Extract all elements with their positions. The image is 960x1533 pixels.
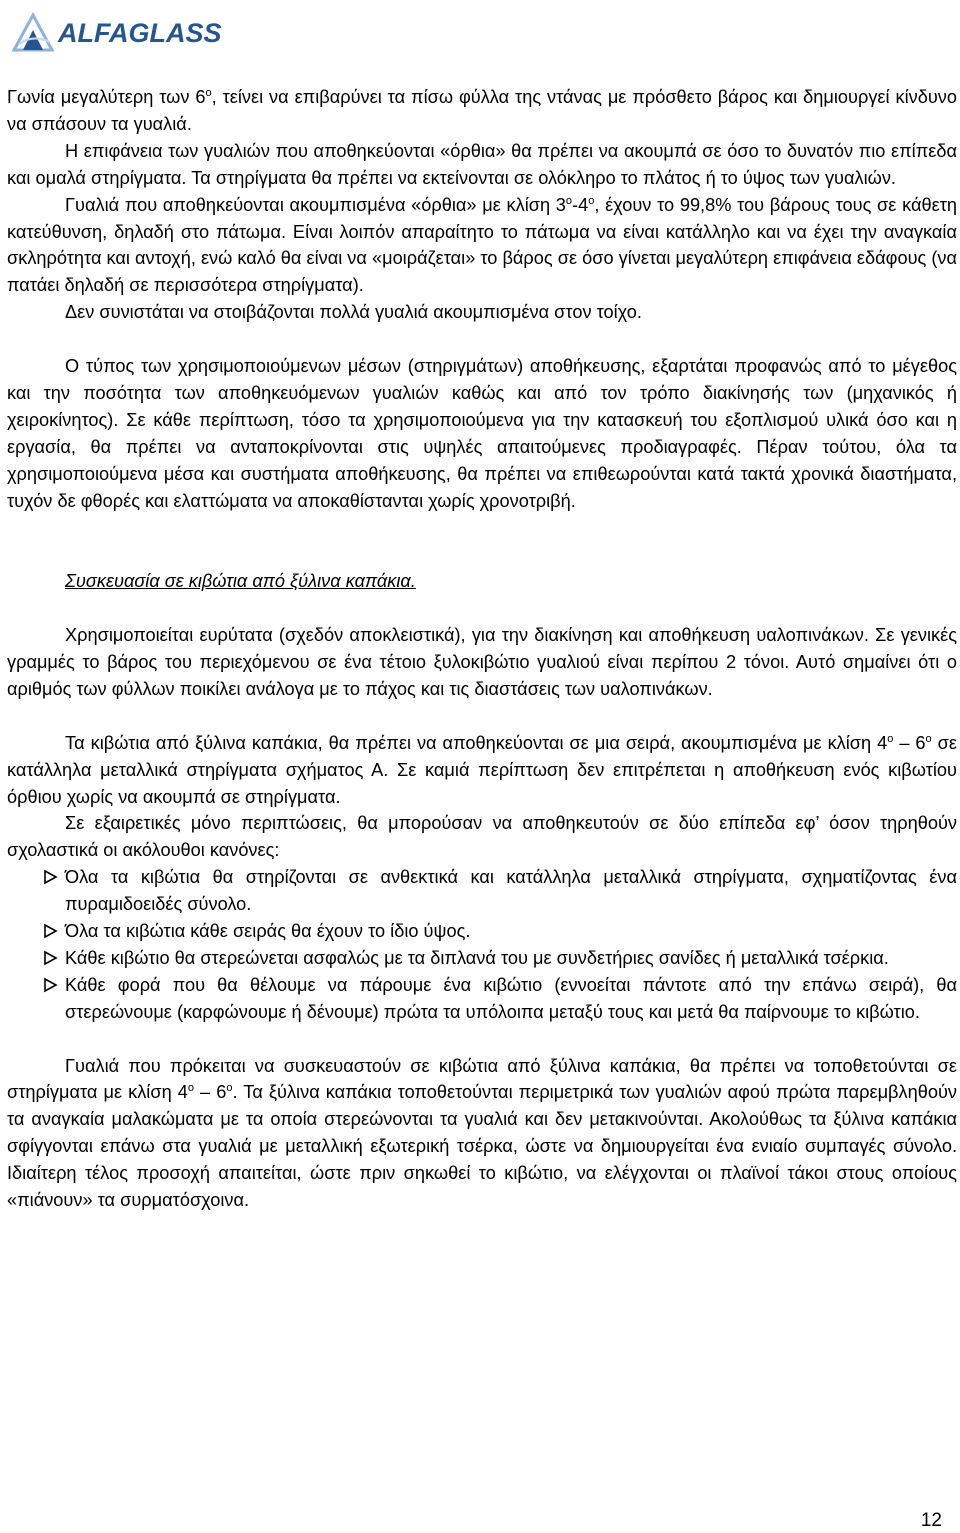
- list-item: Κάθε φορά που θα θέλουμε να πάρουμε ένα κιβώτιο (εννοείται πάντοτε από την επάνω σειρά), θα στερεώνουμε (καρφώνουμε ή δένουμε) πρώτα τα υπόλοιπα μεταξύ τους και μετά θα παίρνουμε το κιβώτιο.: [65, 972, 957, 1026]
- section-heading: Συσκευασία σε κιβώτια από ξύλινα καπάκια.: [65, 571, 416, 592]
- paragraph-rules-intro: Σε εξαιρετικές μόνο περιπτώσεις, θα μπορούσαν να αποθηκευτούν σε δύο επίπεδα εφ’ όσον τηρηθούν σχολαστικά οι ακόλουθοι κανόνες:: [7, 813, 957, 861]
- list-item: Όλα τα κιβώτια θα στηρίζονται σε ανθεκτικά και κατάλληλα μεταλλικά στηρίγματα, σχηματίζοντας ένα πυραμιδοειδές σύνολο.: [65, 864, 957, 918]
- paragraph-storage: Τα κιβώτια από ξύλινα καπάκια, θα πρέπει να αποθηκεύονται σε μια σειρά, ακουμπισμένα με κλίση $4^o - 6^o$ σε κατάλληλα μεταλλικά στηρίγματα σχήματος Α. Σε καμιά περίπτωση δεν επιτρέπεται η αποθήκευση ενός κιβωτίου όρθιου χωρίς να ακουμπά σε στηρίγματα.: [7, 732, 957, 807]
- paragraph-equipment: Ο τύπος των χρησιμοποιούμενων μέσων (στηριγμάτων) αποθήκευσης, εξαρτάται προφανώς από το μέγεθος και την ποσότητα των αποθηκευόμενων γυαλιών καθώς και από τον τρόπο διακίνησής των (μηχανικός ή χειροκίνητος). Σε κάθε περίπτωση, τόσο τα χρησιμοποιούμενα για την κατασκευή του εξοπλισμού υλικά όσο και η εργασία, θα πρέπει να ανταποκρίνονται στις υψηλές απαιτούμενες προδιαγραφές. Πέραν τούτου, όλα τα χρησιμοποιούμενα μέσα και συστήματα αποθήκευσης, θα πρέπει να επιθεωρούνται κατά τακτά χρονικά διαστήματα, τυχόν δε φθορές και ελαττώματα να αποκαθίστανται χωρίς χρονοτριβή.: [7, 356, 957, 511]
- brand-logo: [10, 8, 222, 58]
- paragraph-usage: Χρησιμοποιείται ευρύτατα (σχεδόν αποκλειστικά), για την διακίνηση και αποθήκευση υαλοπινάκων. Σε γενικές γραμμές το βάρος του περιεχόμενου σε ένα τέτοιο ξυλοκιβώτιο γυαλιού είναι περίπου 2 τόνοι. Αυτό σημαίνει ότι ο αριθμός των φύλλων ποικίλει ανάλογα με το πάχος και τις διαστάσεις των υαλοπινάκων.: [7, 625, 957, 699]
- arrow-bullet-icon: [41, 945, 61, 971]
- paragraph-weight: Γυαλιά που αποθηκεύονται ακουμπισμένα «όρθια» με κλίση $3^o-4^o$, έχουν το 99,8% του βάρους τους σε κάθετη κατεύθυνση, δηλαδή στο πάτωμα. Είναι λοιπόν απαραίτητο το πάτωμα να είναι κατάλληλο και να έχει την αναγκαία σκληρότητα και αντοχή, ενώ καλό θα είναι να «μοιράζεται» το βάρος σε όσο γίνεται μεγαλύτερη επιφάνεια εδάφους (να πατάει δηλαδή σε περισσότερα στηρίγματα).: [7, 194, 957, 296]
- document-body: [7, 84, 957, 1214]
- arrow-bullet-icon: [41, 918, 61, 944]
- paragraph-angle: Γωνία μεγαλύτερη των $6^o$, τείνει να επιβαρύνει τα πίσω φύλλα της ντάνας με πρόσθετο βάρος και δημιουργεί κίνδυνο να σπάσουν τα γυαλιά.: [7, 86, 957, 134]
- list-item: Όλα τα κιβώτια κάθε σειράς θα έχουν το ίδιο ύψος.: [65, 918, 957, 945]
- paragraph-wall: Δεν συνιστάται να στοιβάζονται πολλά γυαλιά ακουμπισμένα στον τοίχο.: [65, 302, 642, 323]
- list-item: Κάθε κιβώτιο θα στερεώνεται ασφαλώς με τα διπλανά του με συνδετήριες σανίδες ή μεταλλικά τσέρκια.: [65, 945, 957, 972]
- paragraph-surface: Η επιφάνεια των γυαλιών που αποθηκεύονται «όρθια» θα πρέπει να ακουμπά σε όσο το δυνατόν πιο επίπεδα και ομαλά στηρίγματα. Τα στηρίγματα θα πρέπει να εκτείνονται σε ολόκληρο το πλάτος ή το ύψος των γυαλιών.: [7, 140, 957, 188]
- logo-text: ALFAGLASS: [58, 17, 222, 48]
- paragraph-packaging: Γυαλιά που πρόκειται να συσκευαστούν σε κιβώτια από ξύλινα καπάκια, θα πρέπει να τοποθετούνται σε στηρίγματα με κλίση $4^o - 6^o$. Τα ξύλινα καπάκια τοποθετούνται περιμετρικά των γυαλιών αφού πρώτα παρεμβληθούν τα αναγκαία μαλακώματα με τα οποία στερεώνονται τα γυαλιά και δεν μετακινούνται. Ακολούθως τα ξύλινα καπάκια σφίγγονται επάνω στα γυαλιά με μεταλλική εξωτερική τσέρκα, ώστε να δημιουργείται ένα ενιαίο συμπαγές σύνολο. Ιδιαίτερη τέλος προσοχή απαιτείται, ώστε πριν σηκωθεί το κιβώτιο, να ελέγχονται οι πλαϊνοί τάκοι στους οποίους «πιάνουν» τα συρματόσχοινα.: [7, 1055, 958, 1211]
- arrow-bullet-icon: [41, 864, 61, 890]
- alfaglass-logo-icon: [10, 12, 56, 54]
- arrow-bullet-icon: [41, 972, 61, 998]
- page-number: 12: [920, 1510, 942, 1531]
- rules-list: [7, 864, 957, 1025]
